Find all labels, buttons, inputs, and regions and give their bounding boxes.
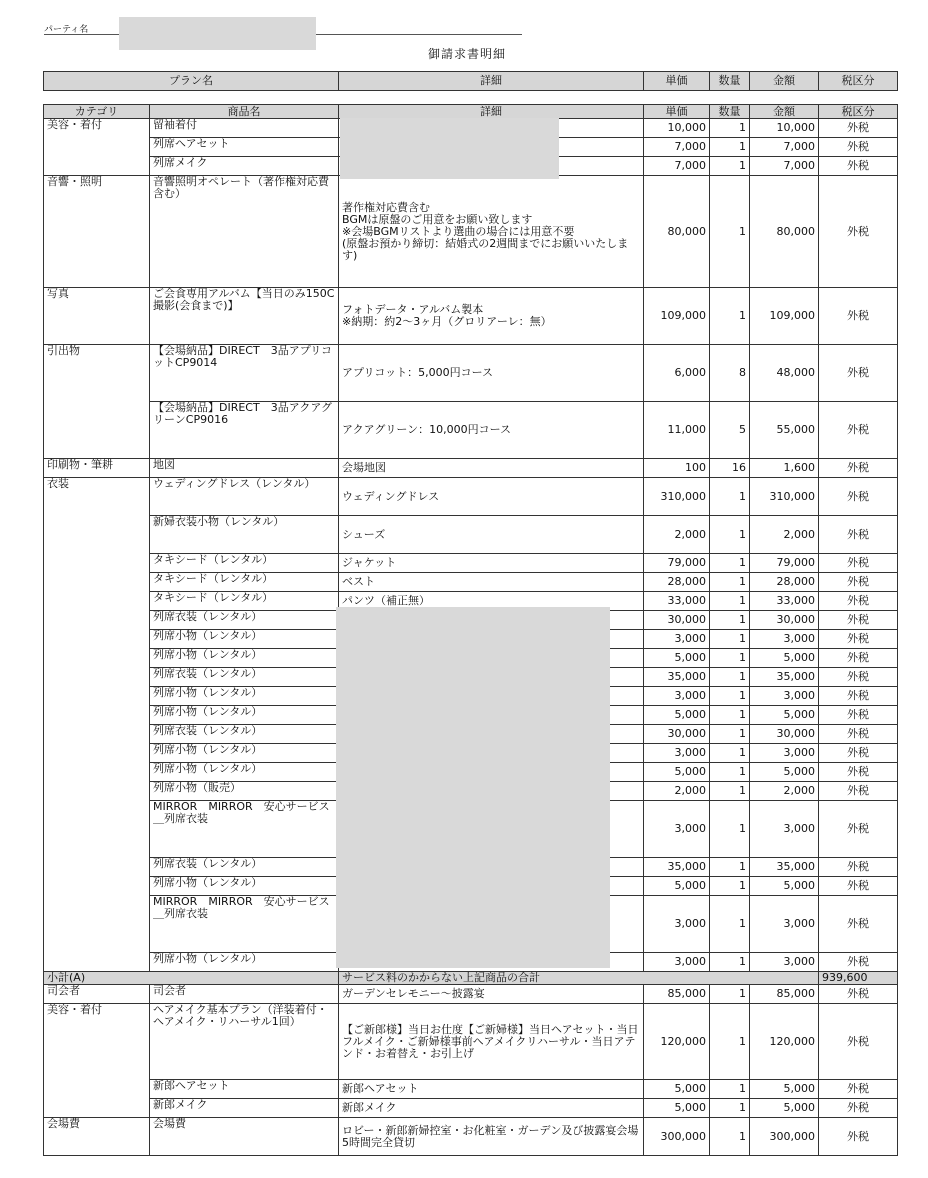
col-detail: 詳細 — [339, 105, 644, 119]
table-row — [44, 985, 898, 1004]
row-price: 11,000 — [644, 402, 710, 459]
row-item-name: 列席衣装（レンタル） — [150, 858, 339, 877]
row-tax: 外税 — [819, 554, 898, 573]
row-qty: 8 — [710, 345, 750, 402]
row-amount: 3,000 — [750, 801, 819, 858]
row-amount: 55,000 — [750, 402, 819, 459]
row-item-name: 【会場納品】DIRECT 3品アプリコットCP9014 — [150, 345, 339, 402]
row-item-name: 列席小物（レンタル） — [150, 953, 339, 972]
table-row — [44, 459, 898, 478]
row-qty: 1 — [710, 554, 750, 573]
row-item-name: 列席小物（レンタル） — [150, 630, 339, 649]
row-amount: 10,000 — [750, 119, 819, 138]
row-tax: 外税 — [819, 782, 898, 801]
row-detail: ウェディングドレス — [339, 478, 644, 516]
table-row — [44, 1118, 898, 1156]
row-qty: 1 — [710, 763, 750, 782]
row-detail: 会場地図 — [339, 459, 644, 478]
row-price: 3,000 — [644, 801, 710, 858]
row-price: 310,000 — [644, 478, 710, 516]
redacted-detail-block-2 — [336, 607, 610, 968]
row-tax: 外税 — [819, 896, 898, 953]
row-amount: 5,000 — [750, 1080, 819, 1099]
row-amount: 3,000 — [750, 630, 819, 649]
row-qty: 1 — [710, 985, 750, 1004]
row-category: 美容・着付 — [44, 119, 150, 176]
row-amount: 5,000 — [750, 763, 819, 782]
row-category: 写真 — [44, 288, 150, 345]
row-price: 2,000 — [644, 516, 710, 554]
table-row — [44, 288, 898, 345]
item-rows-service — [44, 985, 898, 1156]
table-row — [44, 176, 898, 288]
plan-header-table — [43, 71, 898, 91]
plan-col-name: プラン名 — [44, 72, 339, 91]
row-tax: 外税 — [819, 611, 898, 630]
row-detail: アクアグリーン：10,000円コース — [339, 402, 644, 459]
row-price: 85,000 — [644, 985, 710, 1004]
row-tax: 外税 — [819, 687, 898, 706]
row-category: 衣装 — [44, 478, 150, 972]
row-price: 3,000 — [644, 630, 710, 649]
row-amount: 300,000 — [750, 1118, 819, 1156]
row-amount: 5,000 — [750, 649, 819, 668]
row-item-name: 新郎ヘアセット — [150, 1080, 339, 1099]
row-amount: 120,000 — [750, 1004, 819, 1080]
row-category: 司会者 — [44, 985, 150, 1004]
row-item-name: 列席小物（販売） — [150, 782, 339, 801]
row-tax: 外税 — [819, 176, 898, 288]
row-price: 100 — [644, 459, 710, 478]
row-detail: 【ご新郎様】当日お仕度【ご新婦様】当日ヘアセット・当日フルメイク・ご新婦様事前ヘアメイクリハーサル・当日アテンド・お着替え・お引上げ — [339, 1004, 644, 1080]
row-tax: 外税 — [819, 801, 898, 858]
row-amount: 79,000 — [750, 554, 819, 573]
row-qty: 1 — [710, 706, 750, 725]
row-price: 30,000 — [644, 611, 710, 630]
row-amount: 3,000 — [750, 953, 819, 972]
subtotal-label: 小計(A) — [44, 972, 339, 985]
row-tax: 外税 — [819, 573, 898, 592]
row-price: 3,000 — [644, 896, 710, 953]
row-tax: 外税 — [819, 630, 898, 649]
subtotal-row — [44, 972, 898, 985]
plan-col-tax: 税区分 — [819, 72, 898, 91]
row-item-name: 列席小物（レンタル） — [150, 649, 339, 668]
row-item-name: 【会場納品】DIRECT 3品アクアグリーンCP9016 — [150, 402, 339, 459]
table-row — [44, 478, 898, 516]
row-item-name: MIRROR MIRROR 安心サービス＿列席衣装 — [150, 801, 339, 858]
row-qty: 1 — [710, 611, 750, 630]
row-item-name: 音響照明オペレート（著作権対応費含む） — [150, 176, 339, 288]
row-price: 6,000 — [644, 345, 710, 402]
col-category: カテゴリ — [44, 105, 150, 119]
row-amount: 3,000 — [750, 687, 819, 706]
col-item-name: 商品名 — [150, 105, 339, 119]
row-item-name: 列席衣装（レンタル） — [150, 725, 339, 744]
row-amount: 109,000 — [750, 288, 819, 345]
row-detail: シューズ — [339, 516, 644, 554]
row-price: 109,000 — [644, 288, 710, 345]
row-qty: 1 — [710, 1099, 750, 1118]
row-qty: 1 — [710, 877, 750, 896]
row-amount: 80,000 — [750, 176, 819, 288]
row-amount: 3,000 — [750, 896, 819, 953]
row-item-name: 列席小物（レンタル） — [150, 687, 339, 706]
row-qty: 1 — [710, 1004, 750, 1080]
row-detail: ガーデンセレモニー～披露宴 — [339, 985, 644, 1004]
row-tax: 外税 — [819, 1099, 898, 1118]
row-amount: 2,000 — [750, 516, 819, 554]
row-amount: 48,000 — [750, 345, 819, 402]
row-item-name: ヘアメイク基本プラン（洋装着付・ヘアメイク・リハーサル1回） — [150, 1004, 339, 1080]
row-qty: 1 — [710, 573, 750, 592]
row-amount: 35,000 — [750, 858, 819, 877]
row-tax: 外税 — [819, 138, 898, 157]
row-detail: 著作権対応費含む BGMは原盤のご用意をお願い致します ※会場BGMリストより選曲の場合には用意不要 (原盤お預かり締切：結婚式の2週間までにお願いいたします) — [339, 176, 644, 288]
row-tax: 外税 — [819, 1080, 898, 1099]
row-price: 120,000 — [644, 1004, 710, 1080]
row-qty: 1 — [710, 649, 750, 668]
row-item-name: 地図 — [150, 459, 339, 478]
row-qty: 1 — [710, 176, 750, 288]
row-tax: 外税 — [819, 157, 898, 176]
row-price: 300,000 — [644, 1118, 710, 1156]
row-amount: 33,000 — [750, 592, 819, 611]
subtotal-detail: サービス料のかからない上記商品の合計 — [339, 972, 819, 985]
row-qty: 1 — [710, 782, 750, 801]
row-tax: 外税 — [819, 858, 898, 877]
row-amount: 7,000 — [750, 157, 819, 176]
row-price: 2,000 — [644, 782, 710, 801]
row-price: 79,000 — [644, 554, 710, 573]
table-row — [44, 554, 898, 573]
row-qty: 1 — [710, 592, 750, 611]
row-price: 3,000 — [644, 953, 710, 972]
row-category: 会場費 — [44, 1118, 150, 1156]
row-price: 5,000 — [644, 763, 710, 782]
col-amount: 金額 — [750, 105, 819, 119]
row-qty: 16 — [710, 459, 750, 478]
redacted-party-name — [119, 17, 316, 50]
row-qty: 1 — [710, 138, 750, 157]
row-amount: 2,000 — [750, 782, 819, 801]
row-detail: ベスト — [339, 573, 644, 592]
row-detail: アプリコット：5,000円コース — [339, 345, 644, 402]
row-detail: 新郎ヘアセット — [339, 1080, 644, 1099]
row-price: 10,000 — [644, 119, 710, 138]
row-tax: 外税 — [819, 668, 898, 687]
row-item-name: 列席小物（レンタル） — [150, 877, 339, 896]
row-item-name: タキシード（レンタル） — [150, 592, 339, 611]
row-tax: 外税 — [819, 288, 898, 345]
row-tax: 外税 — [819, 877, 898, 896]
row-price: 7,000 — [644, 157, 710, 176]
row-category: 美容・着付 — [44, 1004, 150, 1118]
row-item-name: ウェディングドレス（レンタル） — [150, 478, 339, 516]
row-amount: 310,000 — [750, 478, 819, 516]
row-item-name: 司会者 — [150, 985, 339, 1004]
row-tax: 外税 — [819, 592, 898, 611]
row-item-name: 会場費 — [150, 1118, 339, 1156]
row-price: 5,000 — [644, 1080, 710, 1099]
row-qty: 1 — [710, 725, 750, 744]
redacted-detail-block-1 — [340, 118, 559, 179]
row-tax: 外税 — [819, 345, 898, 402]
row-qty: 1 — [710, 744, 750, 763]
row-amount: 35,000 — [750, 668, 819, 687]
row-item-name: MIRROR MIRROR 安心サービス＿列席衣装 — [150, 896, 339, 953]
row-item-name: タキシード（レンタル） — [150, 573, 339, 592]
row-item-name: 留袖着付 — [150, 119, 339, 138]
row-price: 5,000 — [644, 877, 710, 896]
row-tax: 外税 — [819, 119, 898, 138]
row-price: 33,000 — [644, 592, 710, 611]
row-qty: 1 — [710, 687, 750, 706]
row-category: 引出物 — [44, 345, 150, 459]
row-qty: 1 — [710, 630, 750, 649]
row-tax: 外税 — [819, 725, 898, 744]
row-amount: 1,600 — [750, 459, 819, 478]
row-tax: 外税 — [819, 985, 898, 1004]
row-qty: 1 — [710, 953, 750, 972]
row-tax: 外税 — [819, 744, 898, 763]
row-detail: 新郎メイク — [339, 1099, 644, 1118]
plan-col-detail: 詳細 — [339, 72, 644, 91]
row-item-name: 新郎メイク — [150, 1099, 339, 1118]
row-qty: 1 — [710, 1080, 750, 1099]
row-amount: 30,000 — [750, 725, 819, 744]
row-tax: 外税 — [819, 1004, 898, 1080]
row-price: 30,000 — [644, 725, 710, 744]
row-qty: 1 — [710, 516, 750, 554]
row-item-name: タキシード（レンタル） — [150, 554, 339, 573]
row-amount: 5,000 — [750, 877, 819, 896]
row-qty: 5 — [710, 402, 750, 459]
col-price: 単価 — [644, 105, 710, 119]
row-price: 28,000 — [644, 573, 710, 592]
row-category: 印刷物・筆耕 — [44, 459, 150, 478]
row-item-name: ご会食専用アルバム【当日のみ150C撮影(会食まで)】 — [150, 288, 339, 345]
row-category: 音響・照明 — [44, 176, 150, 288]
row-price: 7,000 — [644, 138, 710, 157]
row-price: 5,000 — [644, 706, 710, 725]
row-item-name: 列席小物（レンタル） — [150, 763, 339, 782]
row-item-name: 列席メイク — [150, 157, 339, 176]
table-row — [44, 1099, 898, 1118]
plan-col-price: 単価 — [644, 72, 710, 91]
row-tax: 外税 — [819, 516, 898, 554]
row-price: 80,000 — [644, 176, 710, 288]
row-amount: 3,000 — [750, 744, 819, 763]
table-row — [44, 1080, 898, 1099]
row-detail: フォトデータ・アルバム製本 ※納期：約2～3ヶ月（グロリアーレ：無） — [339, 288, 644, 345]
row-qty: 1 — [710, 858, 750, 877]
row-tax: 外税 — [819, 953, 898, 972]
row-qty: 1 — [710, 801, 750, 858]
row-item-name: 列席衣装（レンタル） — [150, 668, 339, 687]
row-price: 3,000 — [644, 687, 710, 706]
row-item-name: 新婦衣装小物（レンタル） — [150, 516, 339, 554]
row-qty: 1 — [710, 896, 750, 953]
subtotal-amount: 939,600 — [819, 972, 898, 985]
row-item-name: 列席小物（レンタル） — [150, 706, 339, 725]
row-amount: 7,000 — [750, 138, 819, 157]
row-qty: 1 — [710, 157, 750, 176]
row-price: 5,000 — [644, 649, 710, 668]
row-item-name: 列席ヘアセット — [150, 138, 339, 157]
row-item-name: 列席小物（レンタル） — [150, 744, 339, 763]
row-price: 3,000 — [644, 744, 710, 763]
plan-col-qty: 数量 — [710, 72, 750, 91]
table-row — [44, 516, 898, 554]
row-amount: 5,000 — [750, 1099, 819, 1118]
row-detail: パンツ（補正無） — [339, 592, 644, 611]
row-qty: 1 — [710, 478, 750, 516]
row-tax: 外税 — [819, 706, 898, 725]
row-tax: 外税 — [819, 649, 898, 668]
row-tax: 外税 — [819, 763, 898, 782]
row-amount: 85,000 — [750, 985, 819, 1004]
row-amount: 30,000 — [750, 611, 819, 630]
row-item-name: 列席衣装（レンタル） — [150, 611, 339, 630]
row-detail: ジャケット — [339, 554, 644, 573]
row-price: 35,000 — [644, 858, 710, 877]
row-qty: 1 — [710, 119, 750, 138]
row-tax: 外税 — [819, 402, 898, 459]
document-title: 御請求書明細 — [428, 47, 507, 61]
table-row — [44, 402, 898, 459]
row-price: 35,000 — [644, 668, 710, 687]
table-row — [44, 345, 898, 402]
col-qty: 数量 — [710, 105, 750, 119]
col-tax: 税区分 — [819, 105, 898, 119]
row-price: 5,000 — [644, 1099, 710, 1118]
party-name-label: パーティ名 — [44, 25, 89, 35]
table-row — [44, 573, 898, 592]
row-tax: 外税 — [819, 478, 898, 516]
row-qty: 1 — [710, 668, 750, 687]
row-qty: 1 — [710, 288, 750, 345]
table-row — [44, 1004, 898, 1080]
row-detail: ロビー・新郎新婦控室・お化粧室・ガーデン及び披露宴会場 5時間完全貸切 — [339, 1118, 644, 1156]
row-qty: 1 — [710, 1118, 750, 1156]
row-amount: 28,000 — [750, 573, 819, 592]
subtotal-section — [44, 972, 898, 985]
plan-col-amount: 金額 — [750, 72, 819, 91]
row-tax: 外税 — [819, 1118, 898, 1156]
row-amount: 5,000 — [750, 706, 819, 725]
row-tax: 外税 — [819, 459, 898, 478]
